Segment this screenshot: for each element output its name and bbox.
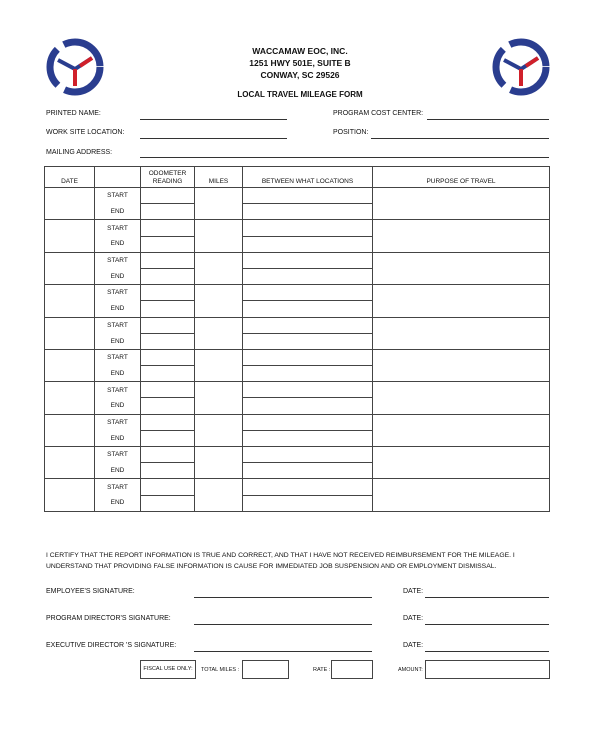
mileage-table bbox=[44, 166, 550, 512]
total-miles-field[interactable] bbox=[242, 660, 289, 679]
table-row-start bbox=[45, 414, 550, 430]
miles-cell[interactable] bbox=[195, 317, 243, 349]
date-cell[interactable] bbox=[45, 382, 95, 414]
col-purpose: PURPOSE OF TRAVEL bbox=[373, 167, 550, 188]
odometer-start-cell[interactable] bbox=[141, 188, 195, 204]
location-from-cell[interactable] bbox=[243, 382, 373, 398]
odometer-start-cell[interactable] bbox=[141, 252, 195, 268]
purpose-cell[interactable] bbox=[373, 447, 550, 479]
end-label: END bbox=[95, 495, 141, 511]
location-to-cell[interactable] bbox=[243, 204, 373, 220]
odometer-start-cell[interactable] bbox=[141, 414, 195, 430]
mailing-address-label: MAILING ADDRESS: bbox=[46, 149, 113, 156]
col-label bbox=[95, 167, 141, 188]
odometer-end-cell[interactable] bbox=[141, 463, 195, 479]
odometer-end-cell[interactable] bbox=[141, 495, 195, 511]
end-label: END bbox=[95, 204, 141, 220]
miles-cell[interactable] bbox=[195, 382, 243, 414]
form-title: LOCAL TRAVEL MILEAGE FORM bbox=[237, 90, 363, 99]
start-label: START bbox=[95, 252, 141, 268]
miles-cell[interactable] bbox=[195, 447, 243, 479]
cost-center-field[interactable] bbox=[427, 119, 549, 120]
location-from-cell[interactable] bbox=[243, 414, 373, 430]
table-row-start bbox=[45, 317, 550, 333]
col-locations: BETWEEN WHAT LOCATIONS bbox=[243, 167, 373, 188]
miles-cell[interactable] bbox=[195, 479, 243, 511]
employee-date-field[interactable] bbox=[425, 597, 549, 598]
start-label: START bbox=[95, 349, 141, 365]
table-row-start bbox=[45, 188, 550, 204]
location-from-cell[interactable] bbox=[243, 285, 373, 301]
program-director-signature-label: PROGRAM DIRECTOR'S SIGNATURE: bbox=[46, 615, 171, 622]
mailing-address-field[interactable] bbox=[140, 157, 549, 158]
location-to-cell[interactable] bbox=[243, 268, 373, 284]
printed-name-field[interactable] bbox=[140, 119, 287, 120]
executive-director-date-field[interactable] bbox=[425, 651, 549, 652]
rate-label: RATE : bbox=[313, 667, 331, 673]
date-cell[interactable] bbox=[45, 285, 95, 317]
end-label: END bbox=[95, 398, 141, 414]
org-address-2: CONWAY, SC 29526 bbox=[260, 70, 340, 80]
location-from-cell[interactable] bbox=[243, 317, 373, 333]
location-from-cell[interactable] bbox=[243, 188, 373, 204]
position-label: POSITION: bbox=[333, 129, 369, 136]
end-label: END bbox=[95, 268, 141, 284]
odometer-start-cell[interactable] bbox=[141, 220, 195, 236]
date-cell[interactable] bbox=[45, 317, 95, 349]
purpose-cell[interactable] bbox=[373, 479, 550, 511]
start-label: START bbox=[95, 285, 141, 301]
start-label: START bbox=[95, 414, 141, 430]
table-row-start bbox=[45, 220, 550, 236]
purpose-cell[interactable] bbox=[373, 349, 550, 381]
rate-field[interactable] bbox=[331, 660, 373, 679]
employee-signature-label: EMPLOYEE'S SIGNATURE: bbox=[46, 588, 135, 595]
miles-cell[interactable] bbox=[195, 349, 243, 381]
date-cell[interactable] bbox=[45, 447, 95, 479]
table-row-start bbox=[45, 252, 550, 268]
location-to-cell[interactable] bbox=[243, 236, 373, 252]
employee-signature-field[interactable] bbox=[194, 597, 372, 598]
odometer-start-cell[interactable] bbox=[141, 447, 195, 463]
date-cell[interactable] bbox=[45, 252, 95, 284]
table-row-start bbox=[45, 382, 550, 398]
work-site-label: WORK SITE LOCATION: bbox=[46, 129, 125, 136]
end-label: END bbox=[95, 236, 141, 252]
miles-cell[interactable] bbox=[195, 220, 243, 252]
table-row-start bbox=[45, 349, 550, 365]
certification-text: I CERTIFY THAT THE REPORT INFORMATION IS TRUE AND CORRECT, AND THAT I HAVE NOT RECEIVED REIMBURSEMENT FOR THE MILEAGE. I UNDERSTAND THAT PROVIDING FALSE INFORMATION IS CAUSE FOR IMMEDIATED JOB SUSPENSION AND OR EMPLOYMENT DISMISSAL. bbox=[46, 552, 515, 570]
purpose-cell[interactable] bbox=[373, 285, 550, 317]
odometer-start-cell[interactable] bbox=[141, 317, 195, 333]
executive-director-signature-field[interactable] bbox=[194, 651, 372, 652]
date-cell[interactable] bbox=[45, 220, 95, 252]
miles-cell[interactable] bbox=[195, 188, 243, 220]
date-cell[interactable] bbox=[45, 479, 95, 511]
cost-center-label: PROGRAM COST CENTER: bbox=[333, 110, 424, 117]
fiscal-use-only-label: FISCAL USE ONLY: bbox=[140, 660, 196, 679]
odometer-end-cell[interactable] bbox=[141, 398, 195, 414]
miles-cell[interactable] bbox=[195, 285, 243, 317]
location-from-cell[interactable] bbox=[243, 252, 373, 268]
location-from-cell[interactable] bbox=[243, 220, 373, 236]
odometer-start-cell[interactable] bbox=[141, 349, 195, 365]
program-director-date-field[interactable] bbox=[425, 624, 549, 625]
start-label: START bbox=[95, 220, 141, 236]
executive-director-date-label: DATE: bbox=[403, 642, 424, 649]
purpose-cell[interactable] bbox=[373, 220, 550, 252]
location-from-cell[interactable] bbox=[243, 479, 373, 495]
start-label: START bbox=[95, 447, 141, 463]
location-to-cell[interactable] bbox=[243, 398, 373, 414]
col-miles: MILES bbox=[195, 167, 243, 188]
end-label: END bbox=[95, 430, 141, 446]
location-from-cell[interactable] bbox=[243, 447, 373, 463]
end-label: END bbox=[95, 333, 141, 349]
col-date: DATE bbox=[45, 167, 95, 188]
start-label: START bbox=[95, 188, 141, 204]
odometer-end-cell[interactable] bbox=[141, 430, 195, 446]
location-to-cell[interactable] bbox=[243, 495, 373, 511]
start-label: START bbox=[95, 479, 141, 495]
odometer-end-cell[interactable] bbox=[141, 333, 195, 349]
amount-field[interactable] bbox=[425, 660, 550, 679]
date-cell[interactable] bbox=[45, 349, 95, 381]
employee-date-label: DATE: bbox=[403, 588, 424, 595]
org-name: WACCAMAW EOC, INC. bbox=[252, 46, 348, 56]
date-cell[interactable] bbox=[45, 188, 95, 220]
purpose-cell[interactable] bbox=[373, 188, 550, 220]
executive-director-signature-label: EXECUTIVE DIRECTOR 'S SIGNATURE: bbox=[46, 642, 177, 649]
miles-cell[interactable] bbox=[195, 252, 243, 284]
table-row-start bbox=[45, 285, 550, 301]
printed-name-label: PRINTED NAME: bbox=[46, 110, 101, 117]
start-label: START bbox=[95, 317, 141, 333]
date-cell[interactable] bbox=[45, 414, 95, 446]
purpose-cell[interactable] bbox=[373, 414, 550, 446]
end-label: END bbox=[95, 463, 141, 479]
table-row-start bbox=[45, 479, 550, 495]
odometer-start-cell[interactable] bbox=[141, 479, 195, 495]
location-to-cell[interactable] bbox=[243, 301, 373, 317]
odometer-end-cell[interactable] bbox=[141, 366, 195, 382]
amount-label: AMOUNT: bbox=[398, 667, 423, 673]
odometer-end-cell[interactable] bbox=[141, 268, 195, 284]
start-label: START bbox=[95, 382, 141, 398]
odometer-end-cell[interactable] bbox=[141, 204, 195, 220]
miles-cell[interactable] bbox=[195, 414, 243, 446]
position-field[interactable] bbox=[371, 138, 549, 139]
program-director-signature-field[interactable] bbox=[194, 624, 372, 625]
table-row-start bbox=[45, 447, 550, 463]
total-miles-label: TOTAL MILES : bbox=[201, 667, 240, 673]
odometer-start-cell[interactable] bbox=[141, 285, 195, 301]
location-to-cell[interactable] bbox=[243, 430, 373, 446]
odometer-end-cell[interactable] bbox=[141, 236, 195, 252]
col-odometer: ODOMETER READING bbox=[141, 167, 195, 188]
location-to-cell[interactable] bbox=[243, 333, 373, 349]
purpose-cell[interactable] bbox=[373, 382, 550, 414]
work-site-field[interactable] bbox=[140, 138, 287, 139]
purpose-cell[interactable] bbox=[373, 317, 550, 349]
location-to-cell[interactable] bbox=[243, 366, 373, 382]
odometer-end-cell[interactable] bbox=[141, 301, 195, 317]
end-label: END bbox=[95, 366, 141, 382]
location-from-cell[interactable] bbox=[243, 349, 373, 365]
odometer-start-cell[interactable] bbox=[141, 382, 195, 398]
end-label: END bbox=[95, 301, 141, 317]
program-director-date-label: DATE: bbox=[403, 615, 424, 622]
purpose-cell[interactable] bbox=[373, 252, 550, 284]
location-to-cell[interactable] bbox=[243, 463, 373, 479]
org-address-1: 1251 HWY 501E, SUITE B bbox=[249, 58, 351, 68]
